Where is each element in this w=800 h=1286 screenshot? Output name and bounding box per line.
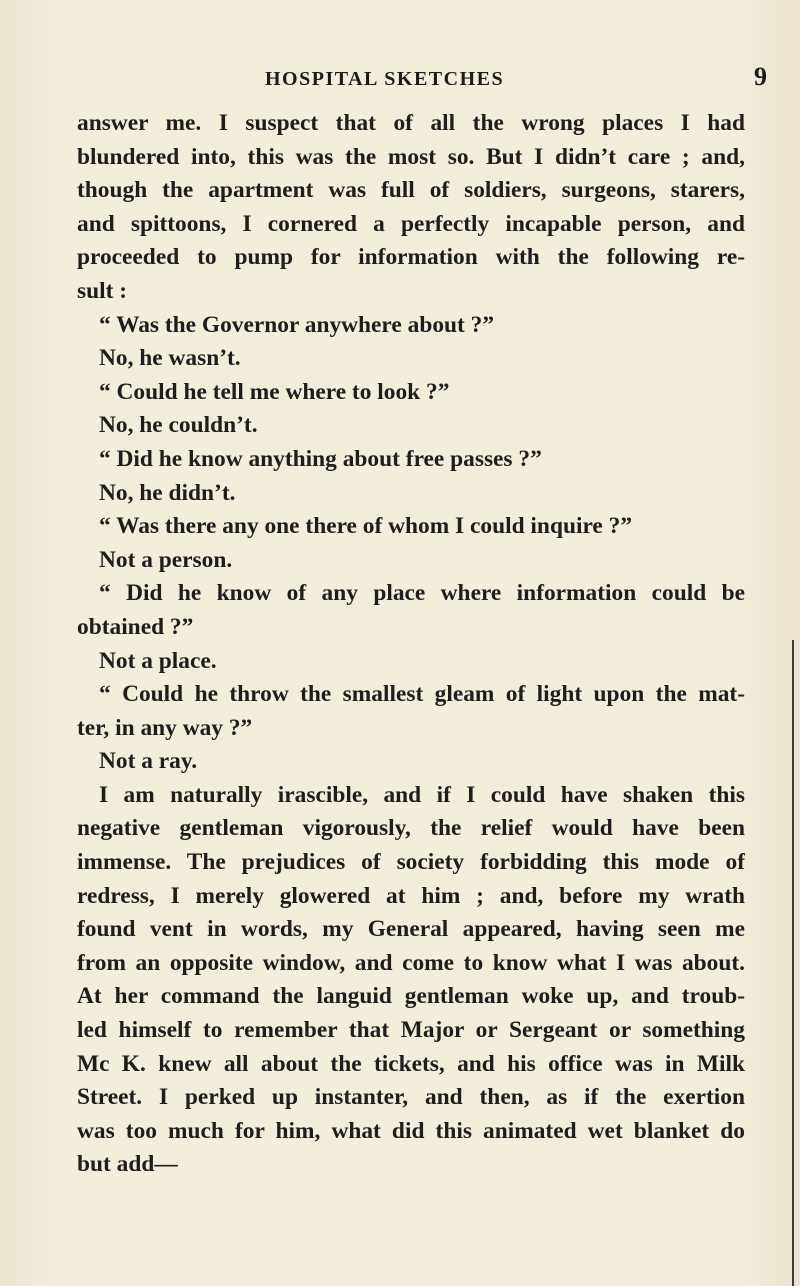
page-edge	[792, 640, 794, 1286]
text-line: Not a place.	[99, 647, 217, 674]
text-line: Mc K. knew all about the tickets, and his office was in Milk	[77, 1050, 745, 1077]
page-header	[0, 62, 800, 102]
text-line: obtained ?”	[77, 613, 194, 640]
text-line: No, he couldn’t.	[99, 412, 258, 439]
text-line: from an opposite window, and come to know what I was about.	[77, 949, 745, 976]
body-text	[77, 107, 745, 1182]
text-line: Not a ray.	[99, 748, 198, 775]
text-line: No, he didn’t.	[99, 479, 236, 506]
page-number: 9	[754, 62, 767, 91]
text-line: led himself to remember that Major or Sergeant or something	[77, 1017, 745, 1044]
text-line: “ Was there any one there of whom I could inquire ?”	[99, 513, 633, 540]
text-line: found vent in words, my General appeared, having seen me	[77, 916, 745, 943]
text-line: “ Did he know anything about free passes ?”	[99, 445, 542, 472]
text-line: but add—	[77, 1151, 178, 1178]
text-line: immense. The prejudices of society forbidding this mode of	[77, 849, 745, 876]
text-line: No, he wasn’t.	[99, 345, 241, 372]
text-line: though the apartment was full of soldiers, surgeons, starers,	[77, 177, 745, 204]
text-line: “ Could he throw the smallest gleam of light upon the mat-	[99, 681, 745, 708]
text-line: redress, I merely glowered at him ; and, before my wrath	[77, 882, 745, 909]
text-line: answer me. I suspect that of all the wrong places I had	[77, 110, 745, 136]
text-line: I am naturally irascible, and if I could have shaken this	[99, 781, 745, 808]
text-line: Not a person.	[99, 546, 233, 573]
running-head: HOSPITAL SKETCHES	[265, 68, 505, 90]
text-line: blundered into, this was the most so. But I didn’t care ; and,	[77, 143, 745, 170]
text-line: “ Was the Governor anywhere about ?”	[99, 311, 495, 338]
text-line: ter, in any way ?”	[77, 714, 253, 741]
text-line: At her command the languid gentleman woke up, and troub-	[77, 983, 745, 1010]
text-line: and spittoons, I cornered a perfectly incapable person, and	[77, 210, 745, 237]
text-line: “ Could he tell me where to look ?”	[99, 378, 450, 405]
text-line: “ Did he know of any place where information could be	[99, 580, 745, 607]
text-line: Street. I perked up instanter, and then, as if the exertion	[77, 1084, 745, 1111]
text-line: sult :	[77, 277, 128, 304]
text-line: negative gentleman vigorously, the relief would have been	[77, 815, 745, 842]
text-line: proceeded to pump for information with the following re-	[77, 244, 745, 271]
text-line: was too much for him, what did this animated wet blanket do	[77, 1117, 745, 1144]
